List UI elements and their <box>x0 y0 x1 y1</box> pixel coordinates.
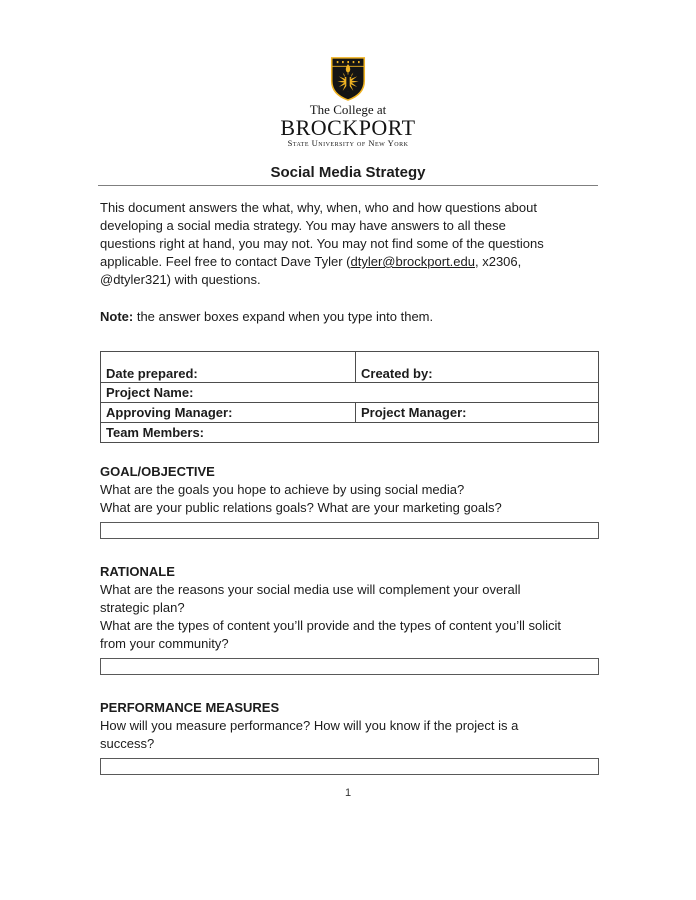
rationale-answer-box[interactable] <box>100 658 599 675</box>
table-row <box>101 403 599 423</box>
section-goal-objective <box>100 463 600 539</box>
question-line: strategic plan? <box>100 600 185 615</box>
date-prepared-label: Date prepared: <box>106 366 198 381</box>
question-line: success? <box>100 736 155 751</box>
question-line: from your community? <box>100 636 229 651</box>
page-title: Social Media Strategy <box>270 164 426 181</box>
goal-objective-answer-box[interactable] <box>100 522 599 539</box>
team-members-label: Team Members: <box>106 424 205 440</box>
project-manager-label: Project Manager: <box>361 404 467 420</box>
created-by-label: Created by: <box>361 366 433 381</box>
team-members-cell[interactable] <box>101 423 599 443</box>
section-rationale <box>100 563 600 675</box>
intro-paragraph <box>100 199 600 289</box>
goal-objective-heading: GOAL/OBJECTIVE <box>100 464 215 479</box>
performance-measures-heading: PERFORMANCE MEASURES <box>100 700 280 715</box>
question-line: What are the types of content you’ll provide and the types of content you’ll solicit <box>100 618 562 633</box>
project-name-label: Project Name: <box>106 384 194 400</box>
intro-line-post: , x2306, <box>474 254 522 269</box>
approving-manager-label: Approving Manager: <box>106 404 233 420</box>
brockport-logo <box>0 0 696 151</box>
rationale-heading: RATIONALE <box>100 564 175 579</box>
performance-measures-answer-box[interactable] <box>100 758 599 775</box>
table-row <box>101 423 599 443</box>
brockport-shield-icon <box>329 56 367 101</box>
logo-college-at: The College at <box>309 102 387 117</box>
intro-line <box>100 253 600 271</box>
note-text: the answer boxes expand when you type into them. <box>133 309 434 324</box>
table-row <box>101 352 599 383</box>
created-by-cell[interactable] <box>356 352 599 383</box>
title-rule <box>98 185 598 186</box>
question-line: How will you measure performance? How will you know if the project is a <box>100 718 519 733</box>
intro-line: questions right at hand, you may not. You may not find some of the questions <box>100 236 544 251</box>
email-link[interactable]: dtyler@brockport.edu <box>350 254 475 269</box>
intro-line: developing a social media strategy. You may have answers to all these <box>100 218 506 233</box>
logo-brockport: BROCKPORT <box>280 115 416 140</box>
table-row <box>101 383 599 403</box>
question-line: What are the reasons your social media use will complement your overall <box>100 582 521 597</box>
logo-state-university: State University of New York <box>287 138 409 148</box>
approving-manager-cell[interactable] <box>101 403 356 423</box>
question-line: What are the goals you hope to achieve by using social media? <box>100 482 465 497</box>
note-label: Note: <box>100 309 134 324</box>
intro-line: This document answers the what, why, when, who and how questions about <box>100 200 537 215</box>
note-line <box>100 308 600 326</box>
project-info-table <box>100 351 599 443</box>
project-manager-cell[interactable] <box>356 403 599 423</box>
project-name-cell[interactable] <box>101 383 599 403</box>
section-performance-measures <box>100 699 600 775</box>
intro-line: @dtyler321) with questions. <box>100 272 261 287</box>
intro-line-pre: applicable. Feel free to contact Dave Tyler ( <box>100 254 351 269</box>
page-number: 1 <box>344 787 352 799</box>
date-prepared-cell[interactable] <box>101 352 356 383</box>
question-line: What are your public relations goals? What are your marketing goals? <box>100 500 502 515</box>
